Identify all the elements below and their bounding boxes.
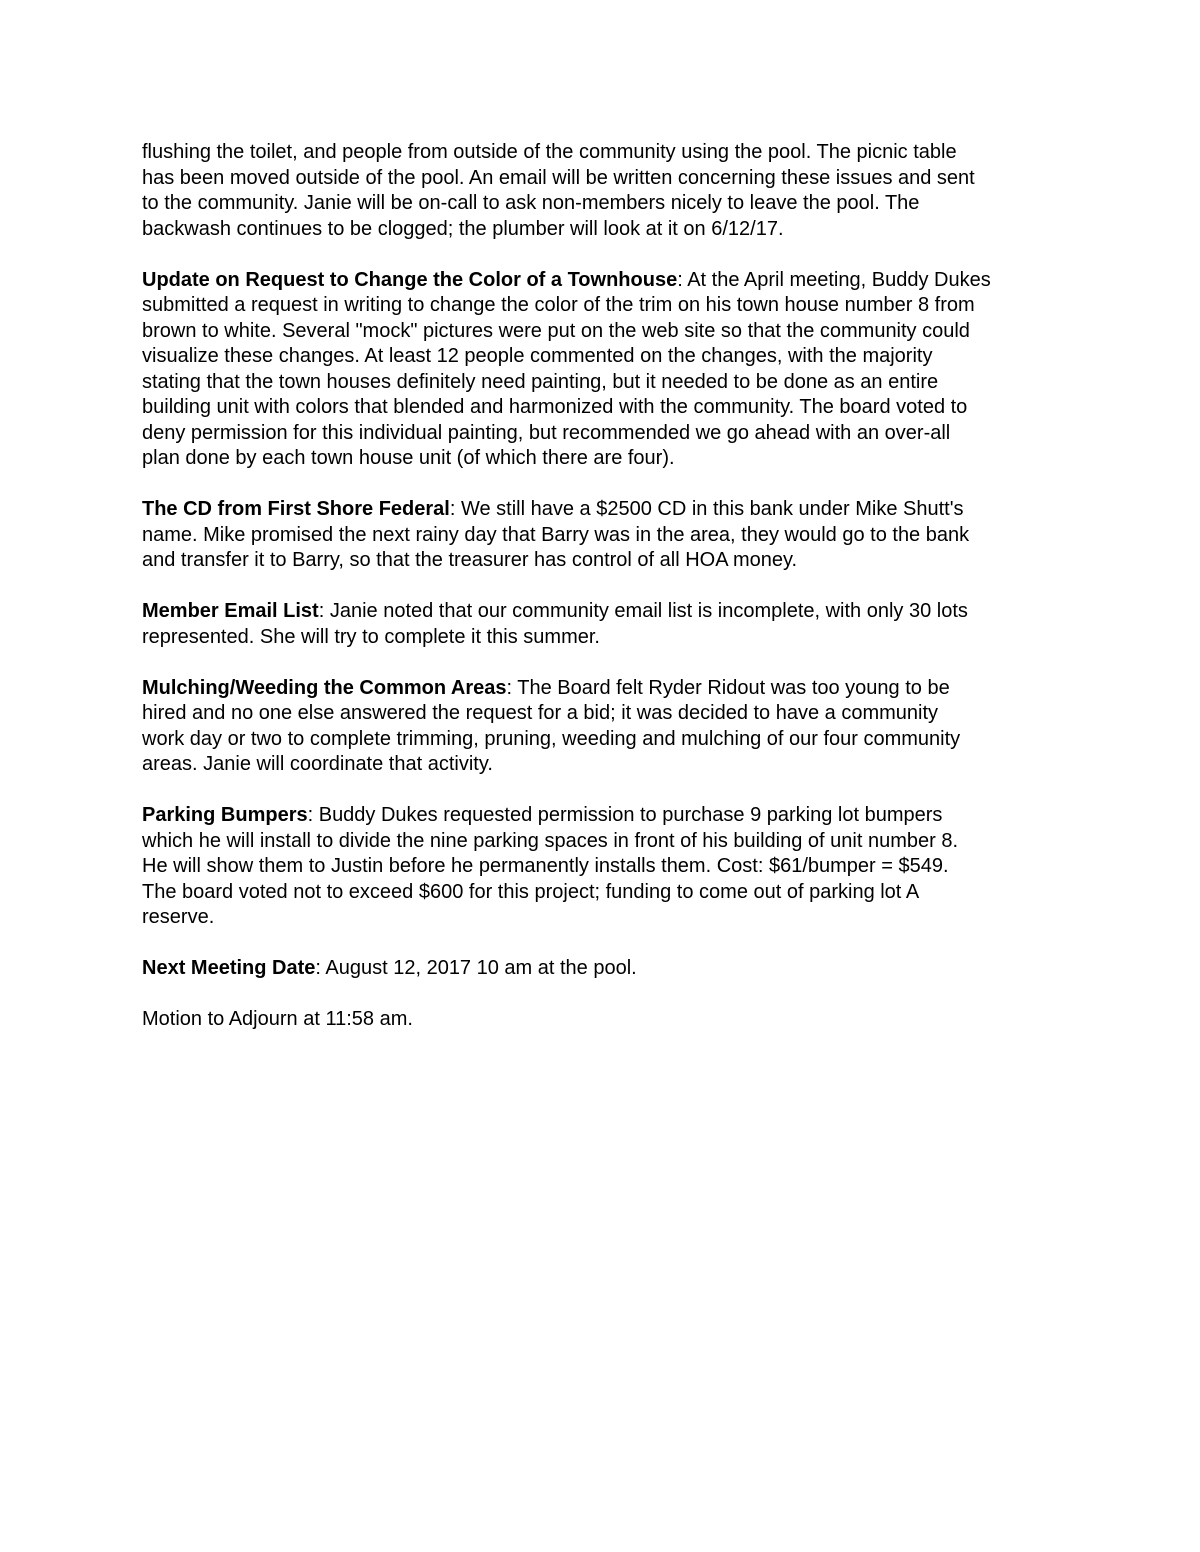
paragraph-mulching-weeding bbox=[142, 676, 1072, 778]
document-body bbox=[142, 140, 1072, 1058]
paragraph-heading: Member Email List bbox=[142, 600, 319, 622]
paragraph-heading: The CD from First Shore Federal bbox=[142, 498, 450, 520]
paragraph-text: : Janie noted that our community email list is incomplete, with only 30 lots represented. She will try to complete it this summer. bbox=[142, 600, 968, 648]
paragraph-member-email-list bbox=[142, 599, 1072, 650]
paragraph-next-meeting bbox=[142, 956, 1072, 982]
paragraph-text: flushing the toilet, and people from outside of the community using the pool. The picnic table has been moved outside of the pool. An email will be written concerning these issues and sent to the community. Janie will be on-call to ask non-members nicely to leave the pool. The backwash continues to be clogged; the plumber will look at it on 6/12/17. bbox=[142, 141, 975, 240]
paragraph-text: Motion to Adjourn at 11:58 am. bbox=[142, 1008, 413, 1030]
paragraph-text: : The Board felt Ryder Ridout was too young to be hired and no one else answered the request for a bid; it was decided to have a community work day or two to complete trimming, pruning, weeding and mulching of our four community areas. Janie will coordinate that activity. bbox=[142, 676, 961, 775]
paragraph-text: : August 12, 2017 10 am at the pool. bbox=[315, 957, 637, 979]
paragraph-heading: Update on Request to Change the Color of a Townhouse bbox=[142, 268, 678, 291]
paragraph-cd-first-shore bbox=[142, 497, 1072, 574]
paragraph-pool-issues bbox=[142, 140, 1072, 242]
paragraph-heading: Next Meeting Date bbox=[142, 957, 316, 979]
paragraph-parking-bumpers bbox=[142, 803, 1072, 931]
paragraph-townhouse-color bbox=[142, 268, 1072, 472]
paragraph-text: : At the April meeting, Buddy Dukes submitted a request in writing to change the color of the trim on his town house number 8 from brown to white. Several "mock" pictures were put on the web site so that the community could visualize these changes. At least 12 people commented on the changes, with the majority stating that the town houses definitely need painting, but it needed to be done as an entire building unit with colors that blended and harmonized with the community. The board voted to deny permission for this individual painting, but recommended we go ahead with an over-all plan done by each town house unit (of which there are four). bbox=[142, 268, 991, 469]
paragraph-text: : We still have a $2500 CD in this bank under Mike Shutt's name. Mike promised the next rainy day that Barry was in the area, they would go to the bank and transfer it to Barry, so that the treasurer has control of all HOA money. bbox=[142, 498, 970, 571]
paragraph-text: : Buddy Dukes requested permission to purchase 9 parking lot bumpers which he will install to divide the nine parking spaces in front of his building of unit number 8. He will show them to Justin before he permanently installs them. Cost: $61/bumper = $549. The board voted not to exceed $600 for this project; funding to come out of parking lot A reserve. bbox=[142, 804, 959, 928]
paragraph-heading: Mulching/Weeding the Common Areas bbox=[142, 676, 507, 699]
paragraph-heading: Parking Bumpers bbox=[142, 804, 308, 826]
paragraph-adjourn bbox=[142, 1007, 1072, 1033]
